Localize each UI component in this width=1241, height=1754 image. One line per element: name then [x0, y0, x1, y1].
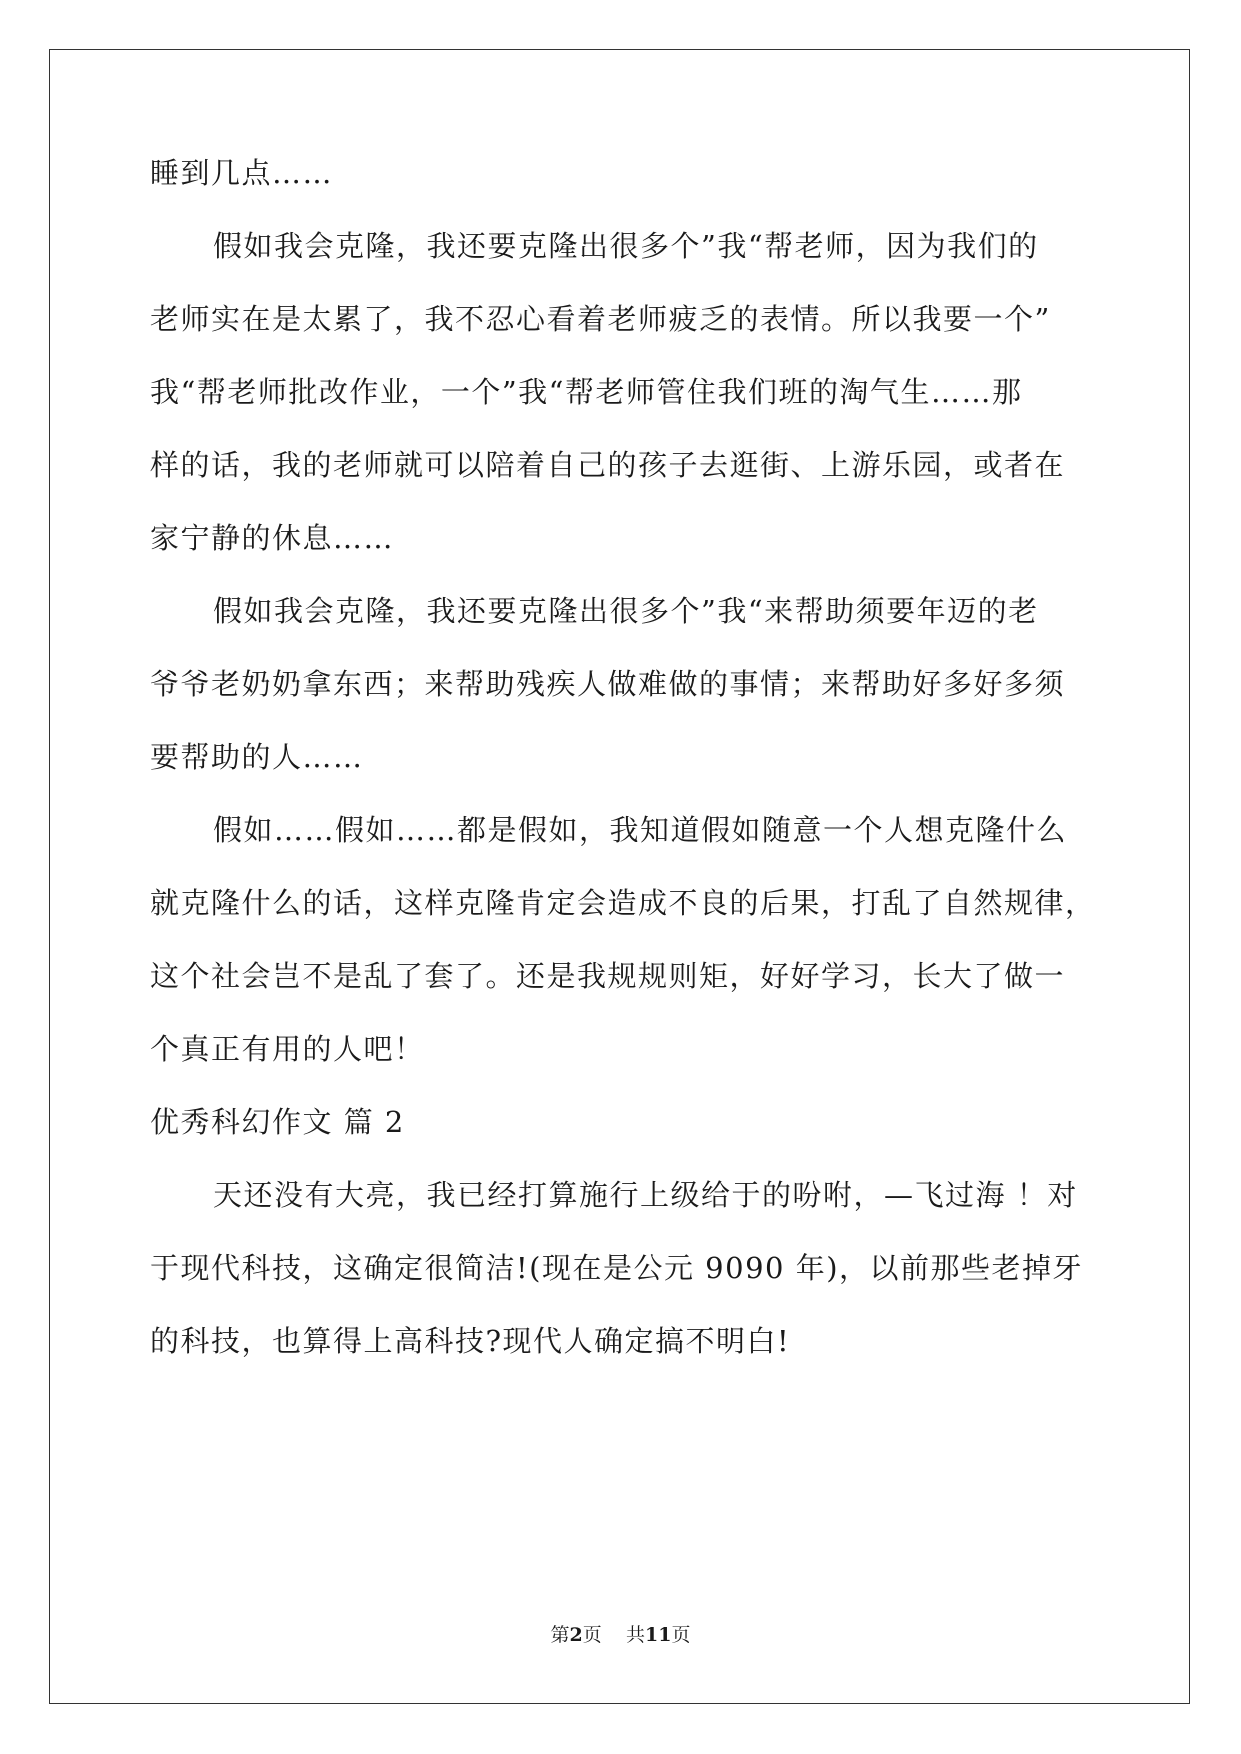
body-line-11: 就克隆什么的话，这样克隆肯定会造成不良的后果，打乱了自然规律，: [150, 886, 1096, 920]
body-line-1: 睡到几点……: [150, 156, 334, 190]
body-line-2: 假如我会克隆，我还要克隆出很多个”我“帮老师，因为我们的: [213, 229, 1039, 263]
body-line-10: 假如……假如……都是假如，我知道假如随意一个人想克隆什么: [213, 813, 1068, 847]
body-line-12: 这个社会岂不是乱了套了。还是我规规则矩，好好学习，长大了做一: [150, 959, 1066, 993]
footer-page-suffix: 页: [582, 1624, 602, 1646]
footer-total-pages: 11: [644, 1624, 672, 1646]
body-line-6: 家宁静的休息……: [150, 521, 395, 555]
body-line-17: 的科技，也算得上高科技?现代人确定搞不明白!: [150, 1324, 791, 1358]
footer-total-suffix: 页: [671, 1624, 691, 1646]
body-line-4: 我“帮老师批改作业，一个”我“帮老师管住我们班的淘气生……那: [150, 375, 1023, 409]
footer-total-prefix: 共: [625, 1624, 645, 1646]
body-line-16: 于现代科技，这确定很简洁!(现在是公元 9090 年)，以前那些老掉牙: [150, 1251, 1084, 1285]
body-line-5: 样的话，我的老师就可以陪着自己的孩子去逛街、上游乐园，或者在: [150, 448, 1066, 482]
section-heading: 优秀科幻作文 篇 2: [150, 1105, 405, 1139]
body-line-9: 要帮助的人……: [150, 740, 364, 774]
page-footer: [0, 1623, 1241, 1647]
body-line-3: 老师实在是太累了，我不忍心看着老师疲乏的表情。所以我要一个”: [150, 302, 1051, 336]
footer-current-page: 2: [569, 1624, 583, 1646]
page-border: [49, 49, 1190, 1704]
body-line-7: 假如我会克隆，我还要克隆出很多个”我“来帮助须要年迈的老: [213, 594, 1039, 628]
body-line-15: 天还没有大亮，我已经打算施行上级给于的吩咐，—飞过海 ！对: [213, 1178, 1078, 1212]
body-line-8: 爷爷老奶奶拿东西；来帮助残疾人做难做的事情；来帮助好多好多须: [150, 667, 1066, 701]
body-line-13: 个真正有用的人吧！: [150, 1032, 425, 1066]
footer-prefix: 第: [550, 1624, 570, 1646]
